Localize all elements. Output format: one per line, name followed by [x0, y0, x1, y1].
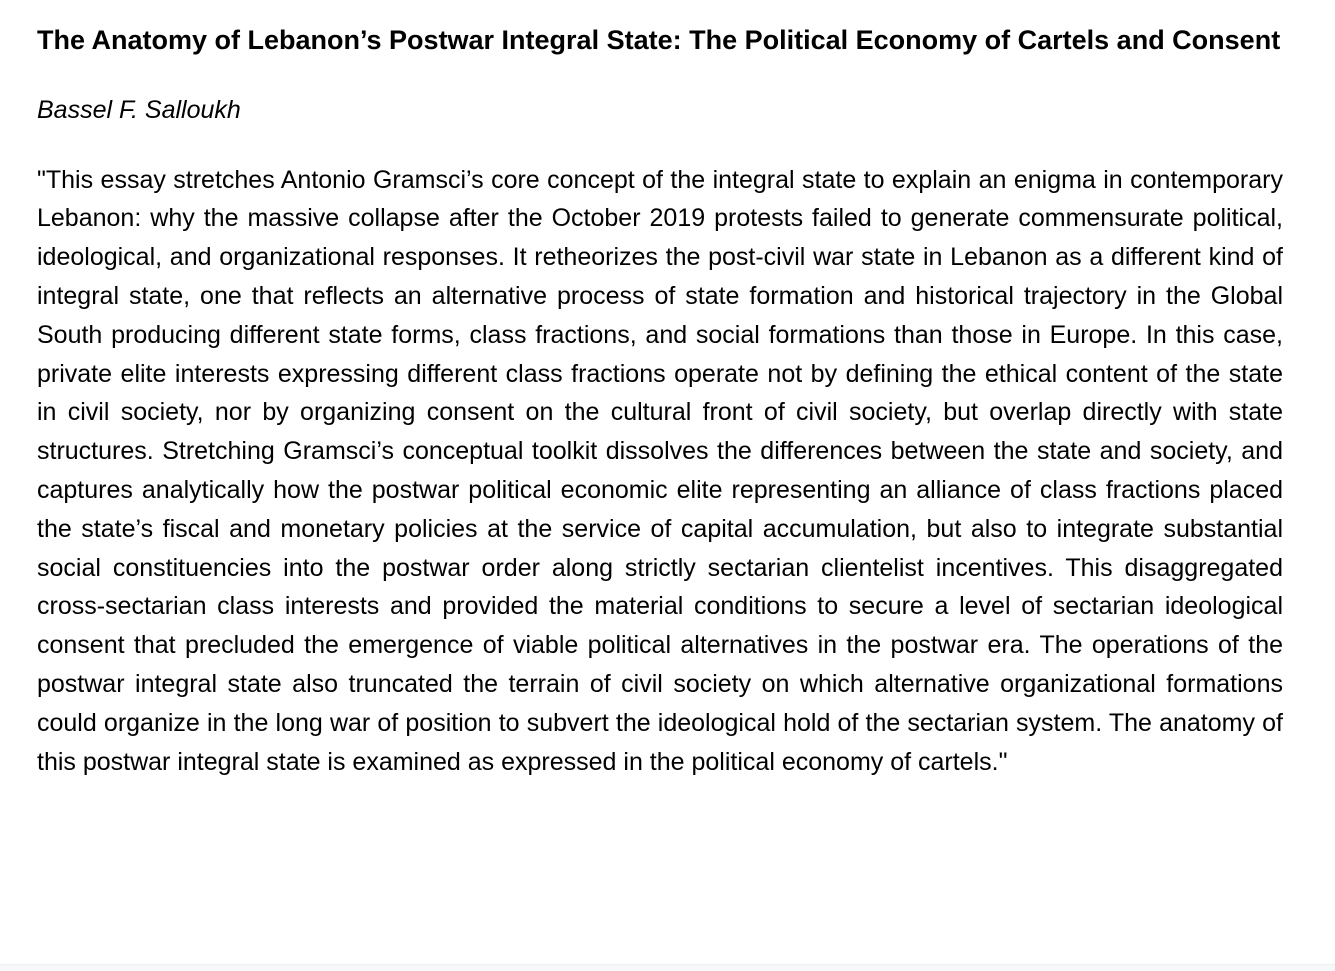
author-byline: Bassel F. Salloukh: [37, 95, 241, 124]
bottom-edge-bar: [0, 964, 1335, 971]
abstract-text: "This essay stretches Antonio Gramsci’s core concept of the integral state to explain an enigma in contemporary Lebanon: why the massive collapse after the October 2019 protests failed to generate commensurate political, ideological, and organizational responses. It retheorizes the post-civil war state in Lebanon as a different kind of integral state, one that reflects an alternative process of state formation and historical trajectory in the Global South producing different state forms, class fractions, and social formations than those in Europe. In this case, private elite interests expressing different class fractions operate not by defining the ethical content of the state in civil society, nor by organizing consent on the cultural front of civil society, but overlap directly with state structures. Stretching Gramsci’s conceptual toolkit dissolves the differences between the state and society, and captures analytically how the postwar political economic elite representing an alliance of class fractions placed the state’s fiscal and monetary policies at the service of capital accumulation, but also to integrate substantial social constituencies into the postwar order along strictly sectarian clientelist incentives. This disaggregated cross-sectarian class interests and provided the material conditions to secure a level of sectarian ideological consent that precluded the emergence of viable political alternatives in the postwar era. The operations of the postwar integral state also truncated the terrain of civil society on which alternative organizational formations could organize in the long war of position to subvert the ideological hold of the sectarian system. The anatomy of this postwar integral state is examined as expressed in the political economy of cartels.": [37, 165, 1283, 776]
page-title: The Anatomy of Lebanon’s Postwar Integral State: The Political Economy of Cartels and Consent: [37, 25, 1281, 55]
